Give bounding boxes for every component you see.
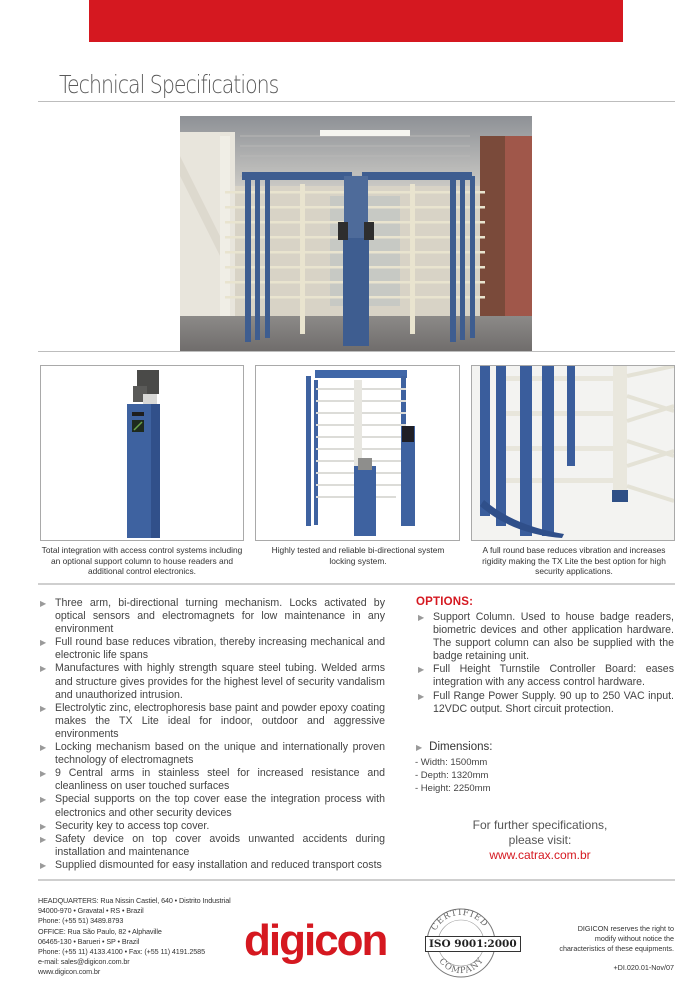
website-link[interactable]: www.catrax.com.br bbox=[489, 848, 591, 862]
company-address: HEADQUARTERS: Rua Nissin Castiel, 640 • Distrito Industrial 94000-970 • Gravatal • RS • Brazil Phone: (+55 51) 3489.8793 OFFICE: Rua São Paulo, 82 • Alphaville 06465-130 • Barueri • SP • Brazil Phone: (+55 11) 4133.4100 • Fax: (+55 11) 4191.2585 e-mail: sales@digicon.com.br www.digicon.com.br bbox=[38, 896, 231, 977]
company-website-link[interactable]: www.digicon.com.br bbox=[38, 967, 101, 977]
bullet-arrow-icon: ▶ bbox=[40, 860, 47, 870]
title-divider bbox=[38, 101, 675, 102]
dimensions-title: ▶ Dimensions: bbox=[416, 741, 493, 753]
feature-item: ▶ Manufactures with highly strength square steel tubing. Welded arms and structure gives provides for the highest level of security vandalism and unauthorized intrusion. bbox=[40, 662, 385, 701]
header-red-bar bbox=[89, 0, 623, 42]
bullet-arrow-icon: ▶ bbox=[40, 821, 47, 831]
options-title: OPTIONS: bbox=[416, 596, 474, 608]
main-photo bbox=[180, 116, 532, 352]
thumbnail-support-column bbox=[40, 365, 244, 541]
email-link[interactable]: e-mail: sales@digicon.com.br bbox=[38, 957, 130, 967]
bullet-arrow-icon: ▶ bbox=[40, 795, 47, 805]
feature-item: ▶ Safety device on top cover avoids unwanted accidents during installation and maintenance bbox=[40, 832, 385, 858]
option-item: ▶ Full Range Power Supply. 90 up to 250 VAC input. 12VDC output. Short circuit protection. bbox=[418, 689, 674, 715]
captions-divider bbox=[38, 583, 675, 585]
bullet-arrow-icon: ▶ bbox=[40, 743, 47, 753]
thumbnail-turnstile bbox=[255, 365, 460, 541]
bullet-arrow-icon: ▶ bbox=[416, 743, 423, 752]
digicon-logo: digicon bbox=[244, 916, 387, 965]
iso-top-text: CERTIFIED bbox=[429, 907, 490, 933]
dimension-width: - Width: 1500mm bbox=[415, 757, 488, 768]
dimensions-list bbox=[415, 756, 491, 795]
footer-divider bbox=[38, 879, 675, 881]
bullet-arrow-icon: ▶ bbox=[40, 664, 47, 674]
bullet-arrow-icon: ▶ bbox=[418, 691, 425, 701]
photo-divider bbox=[38, 351, 675, 352]
thumbnail-caption-1: Total integration with access control systems including an optional support column to house readers and additional control electronics. bbox=[41, 545, 243, 576]
disclaimer: DIGICON reserves the right to modify without notice the characteristics of these equipments. bbox=[559, 924, 674, 954]
options-list bbox=[416, 611, 674, 716]
option-item: ▶ Full Height Turnstile Controller Board: eases integration with any access control hardware. bbox=[418, 663, 674, 689]
iso-bottom-text: COMPANY bbox=[436, 955, 487, 977]
bullet-arrow-icon: ▶ bbox=[40, 638, 47, 648]
bullet-arrow-icon: ▶ bbox=[40, 834, 47, 844]
feature-item: ▶ Supplied dismounted for easy installation and reduced transport costs bbox=[40, 858, 382, 871]
bullet-arrow-icon: ▶ bbox=[40, 703, 47, 713]
feature-item: ▶ Special supports on the top cover ease the integration process with electronics and other security devices bbox=[40, 793, 385, 819]
thumbnail-caption-2: Highly tested and reliable bi-directional system locking system. bbox=[271, 545, 445, 566]
further-specifications: For further specifications, please visit: www.catrax.com.br bbox=[440, 818, 640, 863]
page-title: Technical Specifications bbox=[59, 70, 279, 99]
iso-label: ISO 9001:2000 bbox=[425, 936, 521, 952]
feature-item: ▶ Electrolytic zinc, electrophoresis base paint and powder epoxy coating makes the TX Lite ideal for indoor, outdoor and aggressive environments bbox=[40, 701, 385, 740]
feature-item: ▶ Security key to access top cover. bbox=[40, 819, 210, 832]
feature-item: ▶ Full round base reduces vibration, thereby increasing mechanical and electronic life spans bbox=[40, 636, 385, 662]
feature-item: ▶ Three arm, bi-directional turning mechanism. Locks activated by optical sensors and electromagnets for low maintenance in any environment bbox=[40, 597, 385, 636]
bullet-arrow-icon: ▶ bbox=[40, 599, 47, 608]
option-item: ▶ Support Column. Used to house badge readers, biometric devices and other application hardware. The support column can also be supplied with the badge retaining unit. bbox=[418, 611, 674, 663]
bullet-arrow-icon: ▶ bbox=[40, 769, 47, 779]
thumbnail-round-base bbox=[471, 365, 675, 541]
thumbnail-caption-3: A full round base reduces vibration and increases rigidity making the TX Lite the best option for high security applications. bbox=[482, 545, 666, 576]
feature-item: ▶ Locking mechanism based on the unique and internationally proven technology of electromagnets bbox=[40, 741, 385, 767]
dimension-height: - Height: 2250mm bbox=[415, 783, 491, 794]
document-id: +DI.020.01-Nov/07 bbox=[613, 963, 674, 972]
features-list bbox=[38, 597, 385, 872]
feature-item: ▶ 9 Central arms in stainless steel for increased resistance and cleanliness on user touched surfaces bbox=[40, 767, 385, 793]
dimension-depth: - Depth: 1320mm bbox=[415, 770, 489, 781]
bullet-arrow-icon: ▶ bbox=[418, 665, 425, 675]
bullet-arrow-icon: ▶ bbox=[418, 613, 425, 622]
